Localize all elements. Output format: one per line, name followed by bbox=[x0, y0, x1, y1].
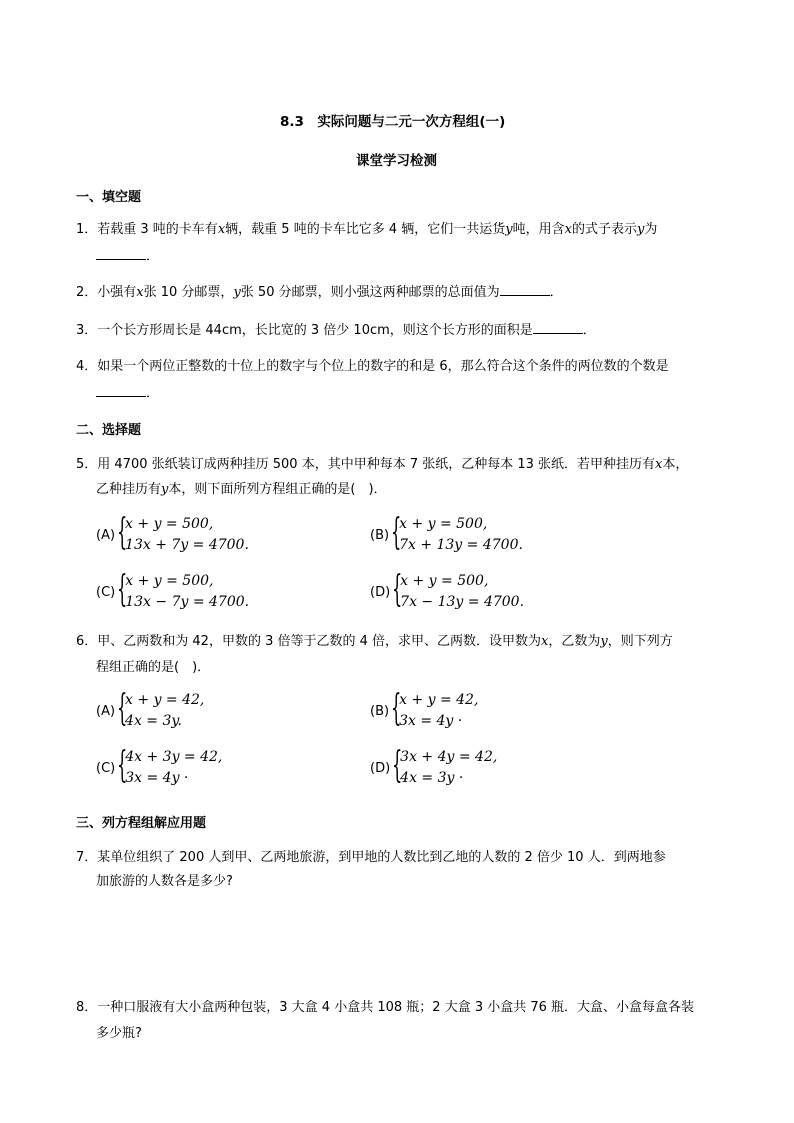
question-8-line-1: 8．一种口服液有大小盒两种包装，3 大盒 4 小盒共 108 瓶；2 大盒 3 小盒共 76 瓶．大盒、小盒每盒各装 bbox=[76, 1000, 695, 1015]
equation-system bbox=[400, 747, 497, 789]
variable-y: y bbox=[636, 222, 645, 237]
choice-label: (B) bbox=[370, 527, 390, 543]
question-6-line-2 bbox=[96, 658, 210, 678]
question-text: 辆，载重 5 吨的卡车比它多 4 辆，它们一共运货 bbox=[225, 222, 506, 237]
question-text: 2．小强有 bbox=[76, 285, 137, 300]
equation-system bbox=[400, 571, 524, 613]
equation-system bbox=[125, 514, 249, 556]
question-4-line-1 bbox=[76, 357, 669, 377]
choice-label: (D) bbox=[370, 760, 391, 776]
brace-icon: { bbox=[392, 569, 403, 610]
choice-label: (A) bbox=[96, 527, 116, 543]
question-text: 本， bbox=[662, 457, 689, 472]
variable-y: y bbox=[600, 634, 608, 649]
question-5-line-1 bbox=[76, 455, 688, 475]
equation: 3x = 4y · bbox=[399, 713, 463, 729]
equation: x + y = 500, bbox=[125, 573, 214, 589]
question-text: ，则下列方 bbox=[607, 634, 673, 649]
equation: 4x = 3y. bbox=[125, 713, 182, 729]
equation-system bbox=[125, 690, 204, 732]
equation: 13x − 7y = 4700. bbox=[125, 594, 250, 610]
equation: 3x = 4y · bbox=[125, 770, 189, 786]
equation: 3x + 4y = 42, bbox=[400, 749, 498, 765]
question-7-line-1: 7．某单位组织了 200 人到甲、乙两地旅游，到甲地的人数比到乙地的人数的 2 倍少 10 人．到两地参 bbox=[76, 850, 666, 865]
choice-option-c[interactable] bbox=[96, 747, 222, 789]
variable-y: y bbox=[505, 222, 513, 237]
choice-option-d[interactable] bbox=[370, 571, 524, 613]
brace-icon: { bbox=[392, 745, 403, 786]
equation: x + y = 500, bbox=[125, 516, 214, 532]
equation-system bbox=[399, 514, 523, 556]
equation-system bbox=[125, 571, 249, 613]
equation: 13x + 7y = 4700. bbox=[125, 537, 249, 553]
equation: 4x = 3y · bbox=[400, 770, 464, 786]
question-text: 6．甲、乙两数和为 42，甲数的 3 倍等于乙数的 4 倍，求甲、乙两数．设甲数为 bbox=[76, 634, 542, 649]
equation: x + y = 500, bbox=[399, 516, 488, 532]
choice-option-a[interactable] bbox=[96, 690, 204, 732]
variable-x: x bbox=[541, 634, 549, 649]
variable-x: x bbox=[564, 222, 572, 237]
choice-label: (D) bbox=[370, 584, 391, 600]
brace-icon: { bbox=[117, 688, 128, 729]
variable-x: x bbox=[136, 285, 144, 300]
brace-icon: { bbox=[391, 688, 402, 729]
question-7-line-2: 加旅游的人数各是多少? bbox=[96, 874, 233, 889]
section-heading-multiple-choice: 二、选择题 bbox=[76, 423, 142, 438]
choice-option-a[interactable] bbox=[96, 514, 249, 556]
choice-label: (B) bbox=[370, 703, 390, 719]
question-text: 张 10 分邮票， bbox=[143, 285, 234, 300]
question-text: ． bbox=[549, 285, 563, 300]
brace-icon: { bbox=[391, 512, 402, 553]
brace-icon: { bbox=[117, 569, 128, 610]
question-text: 3．一个长方形周长是 44cm，长比宽的 3 倍少 10cm，则这个长方形的面积是 bbox=[76, 323, 533, 338]
variable-y: y bbox=[233, 285, 241, 300]
choice-option-b[interactable] bbox=[370, 690, 478, 732]
brace-icon: { bbox=[117, 512, 128, 553]
question-4-line-2 bbox=[96, 383, 159, 404]
choice-label: (A) bbox=[96, 703, 116, 719]
equation-system bbox=[399, 690, 478, 732]
question-text: 程组正确的是( )． bbox=[96, 660, 211, 675]
question-text: 张 50 分邮票，则小强这两种邮票的总面值为 bbox=[240, 285, 500, 300]
page-subtitle: 课堂学习检测 bbox=[356, 153, 437, 169]
question-text: 4．如果一个两位正整数的十位上的数字与个位上的数字的和是 6，那么符合这个条件的两位数的个数是 bbox=[76, 359, 669, 374]
question-8-line-2: 多少瓶? bbox=[96, 1026, 142, 1041]
equation: 7x + 13y = 4700. bbox=[399, 537, 523, 553]
question-text: 1．若载重 3 吨的卡车有 bbox=[76, 222, 218, 237]
question-text: 吨，用含 bbox=[512, 222, 565, 237]
answer-blank[interactable] bbox=[96, 246, 146, 260]
equation: 4x + 3y = 42, bbox=[125, 749, 223, 765]
question-text: ． bbox=[146, 386, 160, 401]
question-1-line-2 bbox=[96, 246, 159, 267]
answer-blank[interactable] bbox=[96, 383, 146, 397]
question-text: 为 bbox=[644, 222, 658, 237]
question-3 bbox=[76, 320, 596, 341]
question-text: ． bbox=[582, 323, 596, 338]
equation-system bbox=[125, 747, 222, 789]
question-1-line-1 bbox=[76, 220, 657, 240]
question-text: ． bbox=[146, 249, 160, 264]
question-6-line-1 bbox=[76, 632, 673, 652]
equation: 7x − 13y = 4700. bbox=[400, 594, 525, 610]
question-text: 的式子表示 bbox=[571, 222, 637, 237]
section-heading-word-problems: 三、列方程组解应用题 bbox=[76, 816, 207, 831]
choice-label: (C) bbox=[96, 584, 116, 600]
choice-label: (C) bbox=[96, 760, 116, 776]
page-title: 8.3 实际问题与二元一次方程组(一) bbox=[280, 114, 506, 130]
question-2 bbox=[76, 282, 563, 303]
answer-blank[interactable] bbox=[533, 320, 583, 334]
choice-option-d[interactable] bbox=[370, 747, 497, 789]
brace-icon: { bbox=[117, 745, 128, 786]
question-text: ，乙数为 bbox=[548, 634, 601, 649]
variable-x: x bbox=[655, 457, 663, 472]
question-text: 本，则下面所列方程组正确的是( )． bbox=[168, 482, 387, 497]
answer-blank[interactable] bbox=[500, 282, 550, 296]
question-text: 5．用 4700 张纸装订成两种挂历 500 本，其中甲种每本 7 张纸，乙种每本 13 张纸．若甲种挂历有 bbox=[76, 457, 656, 472]
equation: x + y = 42, bbox=[125, 692, 205, 708]
equation: x + y = 42, bbox=[399, 692, 479, 708]
choice-option-c[interactable] bbox=[96, 571, 249, 613]
variable-x: x bbox=[217, 222, 226, 237]
equation: x + y = 500, bbox=[400, 573, 489, 589]
question-5-line-2 bbox=[96, 480, 387, 500]
question-text: 乙种挂历有 bbox=[96, 482, 162, 497]
section-heading-fill-blank: 一、填空题 bbox=[76, 190, 142, 205]
variable-y: y bbox=[161, 482, 169, 497]
choice-option-b[interactable] bbox=[370, 514, 523, 556]
